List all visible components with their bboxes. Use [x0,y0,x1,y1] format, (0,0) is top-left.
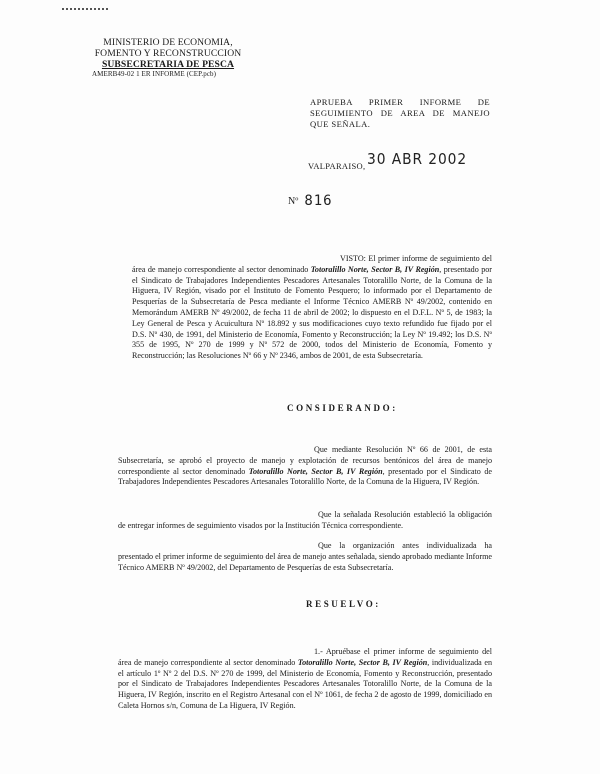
document-place: VALPARAISO, [308,161,366,171]
considerando-paragraph-3 [118,541,492,573]
date-stamp: 30 ABR 2002 [367,150,468,168]
scan-top-mark [62,8,108,13]
letterhead-ministry-2: FOMENTO Y RECONSTRUCCION [94,48,242,59]
considerando-2-rest: obligación de entregar informes de seguimiento visados por la Institución Técnica correspondiente. [118,510,492,530]
document-subject: APRUEBA PRIMER INFORME DE SEGUIMIENTO DE AREA DE MANEJO QUE SEÑALA. [310,97,490,129]
considerando-paragraph-2 [118,510,492,532]
considerando-1-lead: Que mediante Resolución Nº 66 de 2001, de esta [314,445,492,454]
considerando-3-rest: presentado el primer informe de seguimiento del área de manejo antes señalada, siendo aprobado mediante Informe Técnico AMERB Nº 49/2002, del Departamento de Pesquerías de esta Subsecretaría. [118,551,492,572]
considerando-3-lead: Que la organización antes individualizada ha [318,541,492,550]
visto-lead: VISTO: El primer informe de seguimiento del [340,254,492,263]
visto-rest: , presentado por el Sindicato de Trabajadores Independientes Pescadores Artesanales Totoralillo Norte, de la Comuna de la Higuera, IV Región, visado por el Instituto de Fomento Pesquero; lo informado por el Departamento de Pesquerías de la Subsecretaría de Pesca mediante el Informe Técnico AMERB Nº 49/2002, contenido en Memorándum AMERB Nº 49/2002, de fecha 11 de abril de 2002; lo dispuesto en el D.F.L. Nº 5, de 1983; la Ley General de Pesca y Acuicultura Nº 18.892 y sus modificaciones cuyo texto refundido fue fijado por el D.S. Nº 430, de 1991, del Ministerio de Economía, Fomento y Reconstrucción; la Ley Nº 19.492; los D.S. Nº 355 de 1995, Nº 270 de 1999 y Nº 572 de 2000, todos del Ministerio de Economía, Fomento y Reconstrucción; las Resoluciones Nº 66 y Nº 2346, ambos de 2001, de esta Subsecretaría. [132,264,492,361]
letterhead-file-ref: AMERB49-02 1 ER INFORME (CEP.pcb) [92,70,217,78]
considerando-1-rest: , presentado por el Sindicato de Trabajadores Independientes Pescadores Artesanales Totoralillo Norte, de la Comuna de la Higuera, IV Región. [118,466,492,487]
considerando-paragraph-1 [118,445,492,488]
number-prefix: Nº [288,196,299,208]
visto-paragraph [132,254,492,362]
considerando-1-sector-name: Totoralillo Norte, Sector B, IV Región [248,466,383,476]
resuelvo-paragraph-1 [118,647,492,712]
resolution-number: 816 [304,193,333,209]
resuelvo-1-pre-bold: del área de manejo correspondiente al sector denominado [118,647,492,667]
letterhead-ministry: MINISTERIO DE ECONOMIA, [103,37,233,48]
resuelvo-1-lead: 1.- Apruébase el primer informe de seguimiento [314,647,479,656]
considerando-heading: CONSIDERANDO: [287,403,398,413]
visto-sector-name: Totoralillo Norte, Sector B, IV Región [310,264,440,274]
resuelvo-1-sector-name: Totoralillo Norte, Sector B, IV Región [297,657,428,667]
letterhead [88,37,248,79]
resuelvo-heading: RESUELVO: [306,599,381,609]
considerando-2-lead: Que la señalada Resolución estableció la [318,510,455,519]
resuelvo-1-rest: , individualizada en el artículo 1º Nº 2 del D.S. Nº 270 de 1999, del Ministerio de Economía, Fomento y Reconstrucción, presentado por el Sindicato de Trabajadores Independientes Pescadores Artesanales Totoralillo Norte, de la Comuna de la Higuera, IV Región, inscrito en el Registro Artesanal con el Nº 1061, de fecha 2 de agosto de 1999, domiciliado en Caleta Hornos s/n, Comuna de La Higuera, IV Región. [118,657,492,710]
resolution-number-stamp [288,193,333,210]
letterhead-subsecretaria: SUBSECRETARIA DE PESCA [101,59,235,70]
considerando-1-pre-bold: Subsecretaría, se aprobó el proyecto de manejo y explotación de recursos bentónicos del área de manejo correspondiente al sector denominado [118,455,492,476]
visto-pre-bold: área de manejo correspondiente al sector denominado [132,264,311,274]
